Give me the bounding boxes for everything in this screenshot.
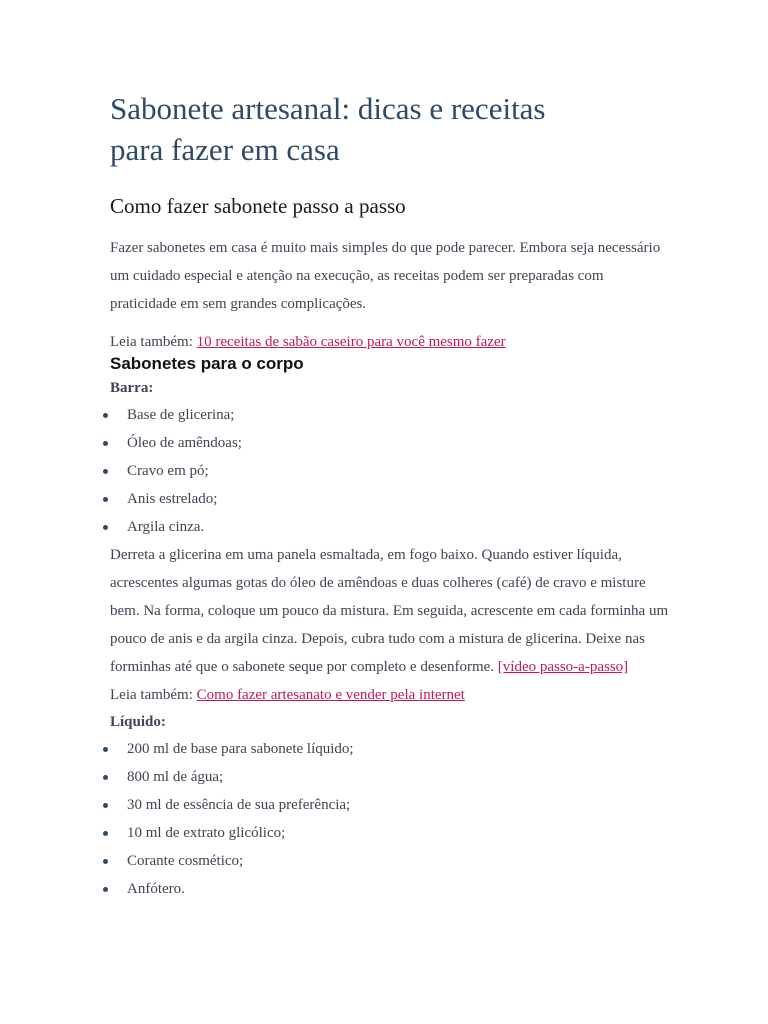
read-also-1 (110, 331, 670, 353)
list-item: Óleo de amêndoas; (110, 429, 670, 457)
read-also-link-crafts[interactable]: Como fazer artesanato e vender pela internet (196, 687, 465, 703)
page-title (110, 88, 670, 170)
list-item: 200 ml de base para sabonete líquido; (110, 735, 670, 763)
list-item: Anfótero. (110, 875, 670, 903)
list-item: 800 ml de água; (110, 763, 670, 791)
section-title: Sabonetes para o corpo (110, 354, 304, 373)
liquido-label: Líquido: (110, 714, 166, 730)
barra-label: Barra: (110, 380, 154, 396)
title-line-1: Sabonete artesanal: dicas e receitas (110, 91, 546, 126)
list-item: 10 ml de extrato glicólico; (110, 819, 670, 847)
liquido-ingredient-list (110, 735, 670, 903)
list-item: Corante cosmético; (110, 847, 670, 875)
list-item: Base de glicerina; (110, 401, 670, 429)
list-item: Anis estrelado; (110, 485, 670, 513)
intro-paragraph: Fazer sabonetes em casa é muito mais simples do que pode parecer. Embora seja necessário um cuidado especial e atenção na execução, as receitas podem ser preparadas com praticidade em sem grandes complicações. (110, 240, 661, 312)
barra-ingredient-list (110, 401, 670, 541)
page-subtitle: Como fazer sabonete passo a passo (110, 194, 406, 218)
document-page (110, 88, 670, 903)
barra-instructions-text: Derreta a glicerina em uma panela esmaltada, em fogo baixo. Quando estiver líquida, acrescentes algumas gotas do óleo de amêndoas e duas colheres (café) de cravo e misture bem. Na forma, coloque um pouco da mistura. Em seguida, acrescente em cada forminha um pouco de anis e da argila cinza. Depois, cubra tudo com a mistura de glicerina. Deixe nas forminhas até que o sabonete seque por completo e desenforme. (110, 547, 669, 675)
list-item: Cravo em pó; (110, 457, 670, 485)
title-line-2: para fazer em casa (110, 132, 340, 167)
barra-instructions (110, 541, 670, 681)
read-also-link-soap-recipes[interactable]: 10 receitas de sabão caseiro para você mesmo fazer (196, 334, 506, 350)
read-also-prefix: Leia também: (110, 334, 193, 350)
read-also-2 (110, 681, 670, 709)
list-item: 30 ml de essência de sua preferência; (110, 791, 670, 819)
list-item: Argila cinza. (110, 513, 670, 541)
video-link[interactable]: [vídeo passo-a-passo] (497, 659, 629, 675)
read-also-prefix: Leia também: (110, 687, 193, 703)
